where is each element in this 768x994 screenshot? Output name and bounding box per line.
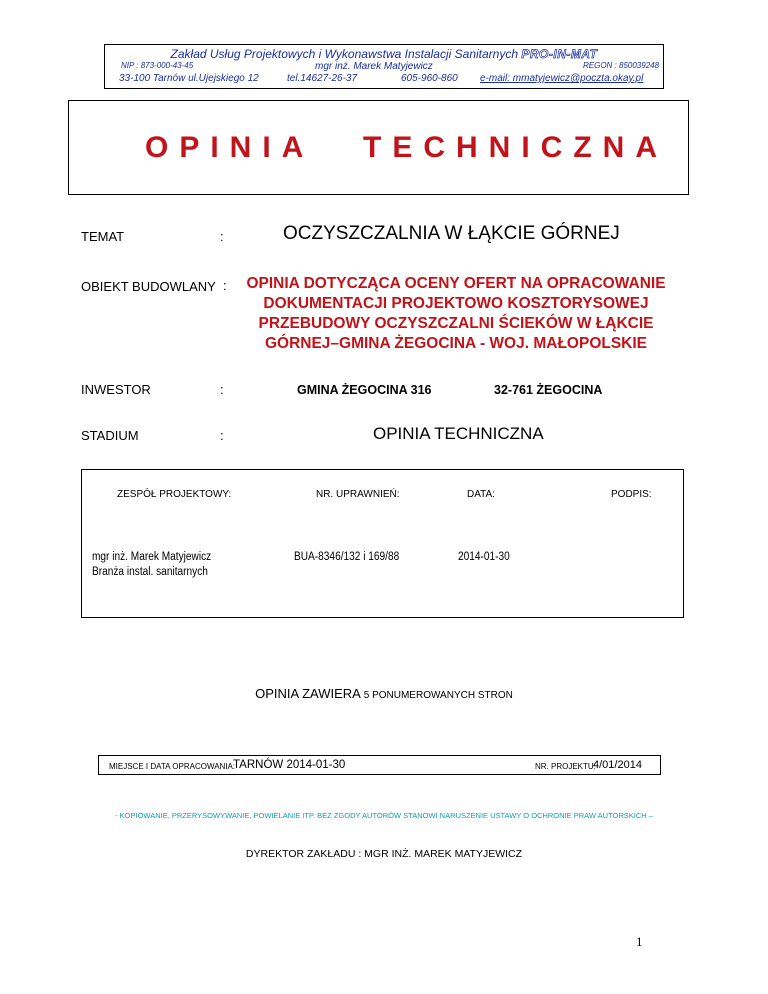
inwestor-colon: :	[220, 382, 224, 397]
title-box	[68, 100, 689, 195]
inwestor-label: INWESTOR	[81, 382, 151, 397]
brand-logo: PRO-IN-MAT	[521, 47, 598, 61]
mobile: 605-960-860	[401, 73, 458, 84]
director-line: DYREKTOR ZAKŁADU : MGR INŻ. MAREK MATYJEWICZ	[245, 848, 523, 860]
nip: NIP : 873-000-43-45	[121, 61, 194, 70]
member-name: mgr inż. Marek Matyjewicz	[92, 551, 212, 563]
project-label: NR. PROJEKTU:	[535, 762, 596, 771]
obiekt-colon: :	[223, 278, 227, 293]
temat-value: OCZYSZCZALNIA W ŁĄKCIE GÓRNEJ	[283, 223, 620, 244]
place-label: MIEJSCE I DATA OPRACOWANIA:	[109, 762, 236, 771]
inwestor-postal: 32-761 ŻEGOCINA	[494, 383, 603, 397]
email-link[interactable]: e-mail: mmatyjewicz@poczta.okay.pl	[480, 73, 644, 84]
stadium-label: STADIUM	[81, 428, 139, 443]
title-word-2: TECHNICZNA	[363, 131, 668, 164]
pages-count	[0, 686, 768, 701]
regon: REGON : 850039248	[583, 61, 660, 70]
date-header: DATA:	[467, 489, 495, 500]
telephone: tel.14627-26-37	[287, 73, 358, 84]
copyright-notice: - KOPIOWANIE, PRZERYSOWYWANIE, POWIELANIE ITP. BEZ ZGODY AUTORÓW STANOWI NARUSZENIE USTAWY O OCHRONIE PRAW AUTORSKICH –	[115, 811, 653, 820]
obiekt-line: PRZEBUDOWY OCZYSZCZALNI ŚCIEKÓW W ŁĄKCIE	[258, 315, 654, 332]
company-name: Zakład Usług Projektowych i Wykonawstwa Instalacji Sanitarnych	[170, 47, 519, 61]
place-value: TARNÓW 2014-01-30	[233, 759, 346, 771]
license-header: NR. UPRAWNIEŃ:	[316, 489, 400, 500]
obiekt-description	[226, 274, 686, 354]
pages-suffix: 5 PONUMEROWANYCH STRON	[363, 690, 513, 701]
obiekt-line: DOKUMENTACJI PROJEKTOWO KOSZTORYSOWEJ	[263, 295, 649, 312]
address: 33-100 Tarnów ul.Ujejskiego 12	[119, 73, 259, 84]
obiekt-label: OBIEKT BUDOWLANY	[81, 279, 216, 294]
team-header: ZESPÓŁ PROJEKTOWY:	[117, 489, 232, 500]
member-role: Branża instal. sanitarnych	[92, 566, 208, 578]
license-value: BUA-8346/132 i 169/88	[294, 551, 400, 563]
inwestor-name: GMINA ŻEGOCINA 316	[297, 383, 432, 397]
company-line	[105, 47, 663, 61]
date-value: 2014-01-30	[458, 551, 510, 563]
page-number: 1	[636, 934, 643, 949]
obiekt-line: OPINIA DOTYCZĄCA OCENY OFERT NA OPRACOWANIE	[246, 275, 666, 292]
pages-prefix: OPINIA ZAWIERA	[255, 686, 361, 701]
place-box	[98, 755, 661, 775]
stadium-colon: :	[220, 428, 224, 443]
temat-label: TEMAT	[81, 229, 125, 244]
person-name: mgr inż. Marek Matyjewicz	[315, 61, 433, 72]
signature-header: PODPIS:	[611, 489, 652, 500]
project-value: 4/01/2014	[593, 759, 642, 771]
letterhead	[104, 44, 664, 89]
stadium-value: OPINIA TECHNICZNA	[373, 424, 544, 443]
obiekt-line: GÓRNEJ–GMINA ŻEGOCINA - WOJ. MAŁOPOLSKIE	[264, 335, 648, 352]
title-word-1: OPINIA	[145, 131, 315, 164]
temat-colon: :	[220, 229, 224, 244]
team-table	[81, 469, 684, 618]
